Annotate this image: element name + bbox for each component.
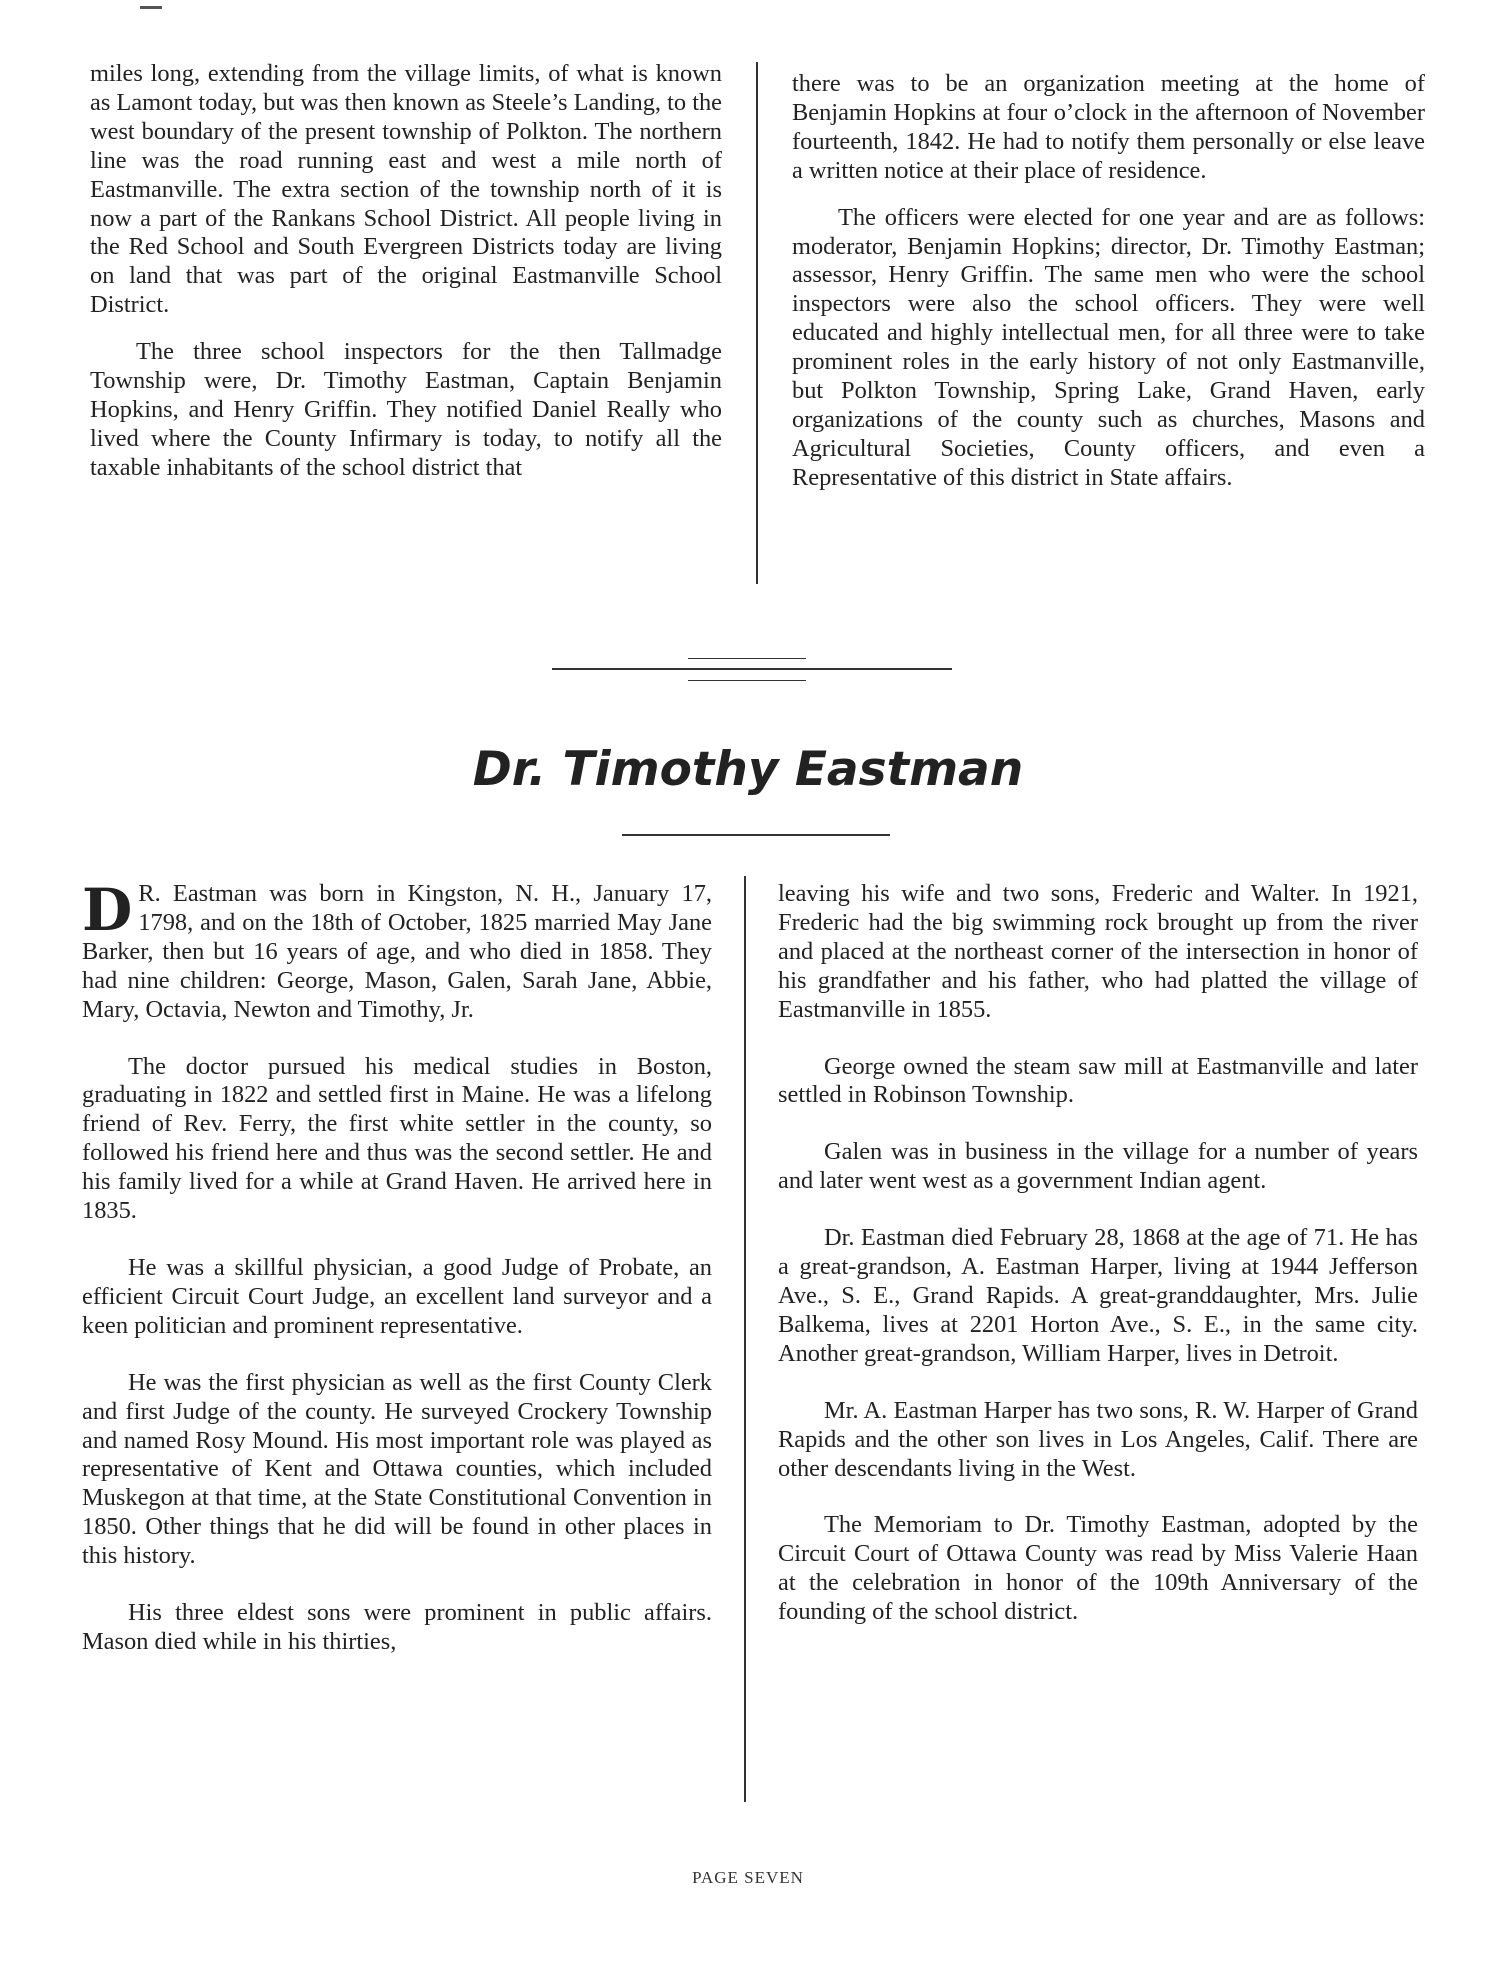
- paragraph: [82, 876, 712, 1025]
- paragraph: The doctor pursued his medical studies in Boston, graduating in 1822 and settled first in Maine. He was a lifelong friend of Rev. Ferry, the first white settler in the county, so followed his friend here and thus was the second settler. He and his family lived for a while at Grand Haven. He arrived here in 1835.: [82, 1052, 712, 1225]
- paragraph: Dr. Eastman died February 28, 1868 at the age of 71. He has a great-grandson, A. Eastman Harper, living at 1944 Jefferson Ave., S. E., Grand Rapids. A great-granddaughter, Mrs. Julie Balkema, lives at 2201 Horton Ave., S. E., in the same city. Another great-grandson, William Harper, lives in Detroit.: [778, 1224, 1418, 1367]
- top-right-column: [792, 70, 1425, 493]
- article-right-column: [778, 880, 1418, 1627]
- column-divider: [756, 62, 758, 584]
- article-title: Dr. Timothy Eastman: [472, 742, 1024, 797]
- paragraph-text: R. Eastman was born in Kingston, N. H., January 17, 1798, and on the 18th of October, 1825 married May Jane Barker, then but 16 years of age, and who died in 1858. They had nine children: George, Mason, Galen, Sarah Jane, Abbie, Mary, Octavia, Newton and Timothy, Jr.: [82, 880, 712, 1023]
- title-underline: [622, 834, 890, 836]
- separator-rule: [688, 658, 806, 659]
- paragraph: Mr. A. Eastman Harper has two sons, R. W. Harper of Grand Rapids and the other son lives in Los Angeles, Calif. There are other descendants living in the West.: [778, 1396, 1418, 1482]
- paragraph: miles long, extending from the village limits, of what is known as Lamont today, but was then known as Steele’s Landing, to the west boundary of the present township of Polkton. The northern line was the road running east and west a mile north of Eastmanville. The extra section of the township north of it is now a part of the Rankans School District. All people living in the Red School and South Evergreen Districts today are living on land that was part of the original Eastmanville School District.: [90, 60, 722, 319]
- paragraph: His three eldest sons were prominent in public affairs. Mason died while in his thirties,: [82, 1599, 712, 1655]
- column-divider: [744, 876, 746, 1802]
- paragraph: He was a skillful physician, a good Judge of Probate, an efficient Circuit Court Judge, an excellent land surveyor and a keen politician and prominent representative.: [82, 1253, 712, 1339]
- corner-mark: [140, 6, 162, 9]
- paragraph: The officers were elected for one year and are as follows: moderator, Benjamin Hopkins; director, Dr. Timothy Eastman; assessor, Henry Griffin. The same men who were the school inspectors were also the school officers. They were well educated and highly intellectual men, for all three were to take prominent roles in the early history of not only Eastmanville, but Polkton Township, Spring Lake, Grand Haven, early organizations of the county such as churches, Masons and Agricultural Societies, County officers, and even a Representative of this district in State affairs.: [792, 203, 1425, 491]
- separator-rule: [688, 680, 806, 681]
- paragraph: He was the first physician as well as the first County Clerk and first Judge of the county. He surveyed Crockery Township and named Rosy Mound. His most important role was played as representative of Kent and Ottawa counties, which included Muskegon at that time, at the State Constitutional Convention in 1850. Other things that he did will be found in other places in this history.: [82, 1368, 712, 1570]
- paragraph: The Memoriam to Dr. Timothy Eastman, adopted by the Circuit Court of Ottawa County was read by Miss Valerie Haan at the celebration in honor of the 109th Anniversary of the founding of the school district.: [778, 1511, 1418, 1626]
- drop-cap: D: [82, 876, 133, 944]
- paragraph: The three school inspectors for the then Tallmadge Township were, Dr. Timothy Eastman, Captain Benjamin Hopkins, and Henry Griffin. They notified Daniel Really who lived where the County Infirmary is today, to notify all the taxable inhabitants of the school district that: [90, 338, 722, 481]
- paragraph: George owned the steam saw mill at Eastmanville and later settled in Robinson Township.: [778, 1052, 1418, 1109]
- article-left-column: [82, 876, 712, 1657]
- separator-rule: [552, 668, 952, 670]
- paragraph: leaving his wife and two sons, Frederic and Walter. In 1921, Frederic had the big swimming rock brought up from the river and placed at the northeast corner of the intersection in honor of his grandfather and his father, who had platted the village of Eastmanville in 1855.: [778, 880, 1418, 1023]
- paragraph: Galen was in business in the village for a number of years and later went west as a government Indian agent.: [778, 1138, 1418, 1195]
- top-left-column: [90, 60, 722, 483]
- page-number: PAGE SEVEN: [692, 1868, 804, 1887]
- paragraph: there was to be an organization meeting at the home of Benjamin Hopkins at four o’clock in the afternoon of November fourteenth, 1842. He had to notify them personally or else leave a written notice at their place of residence.: [792, 70, 1425, 184]
